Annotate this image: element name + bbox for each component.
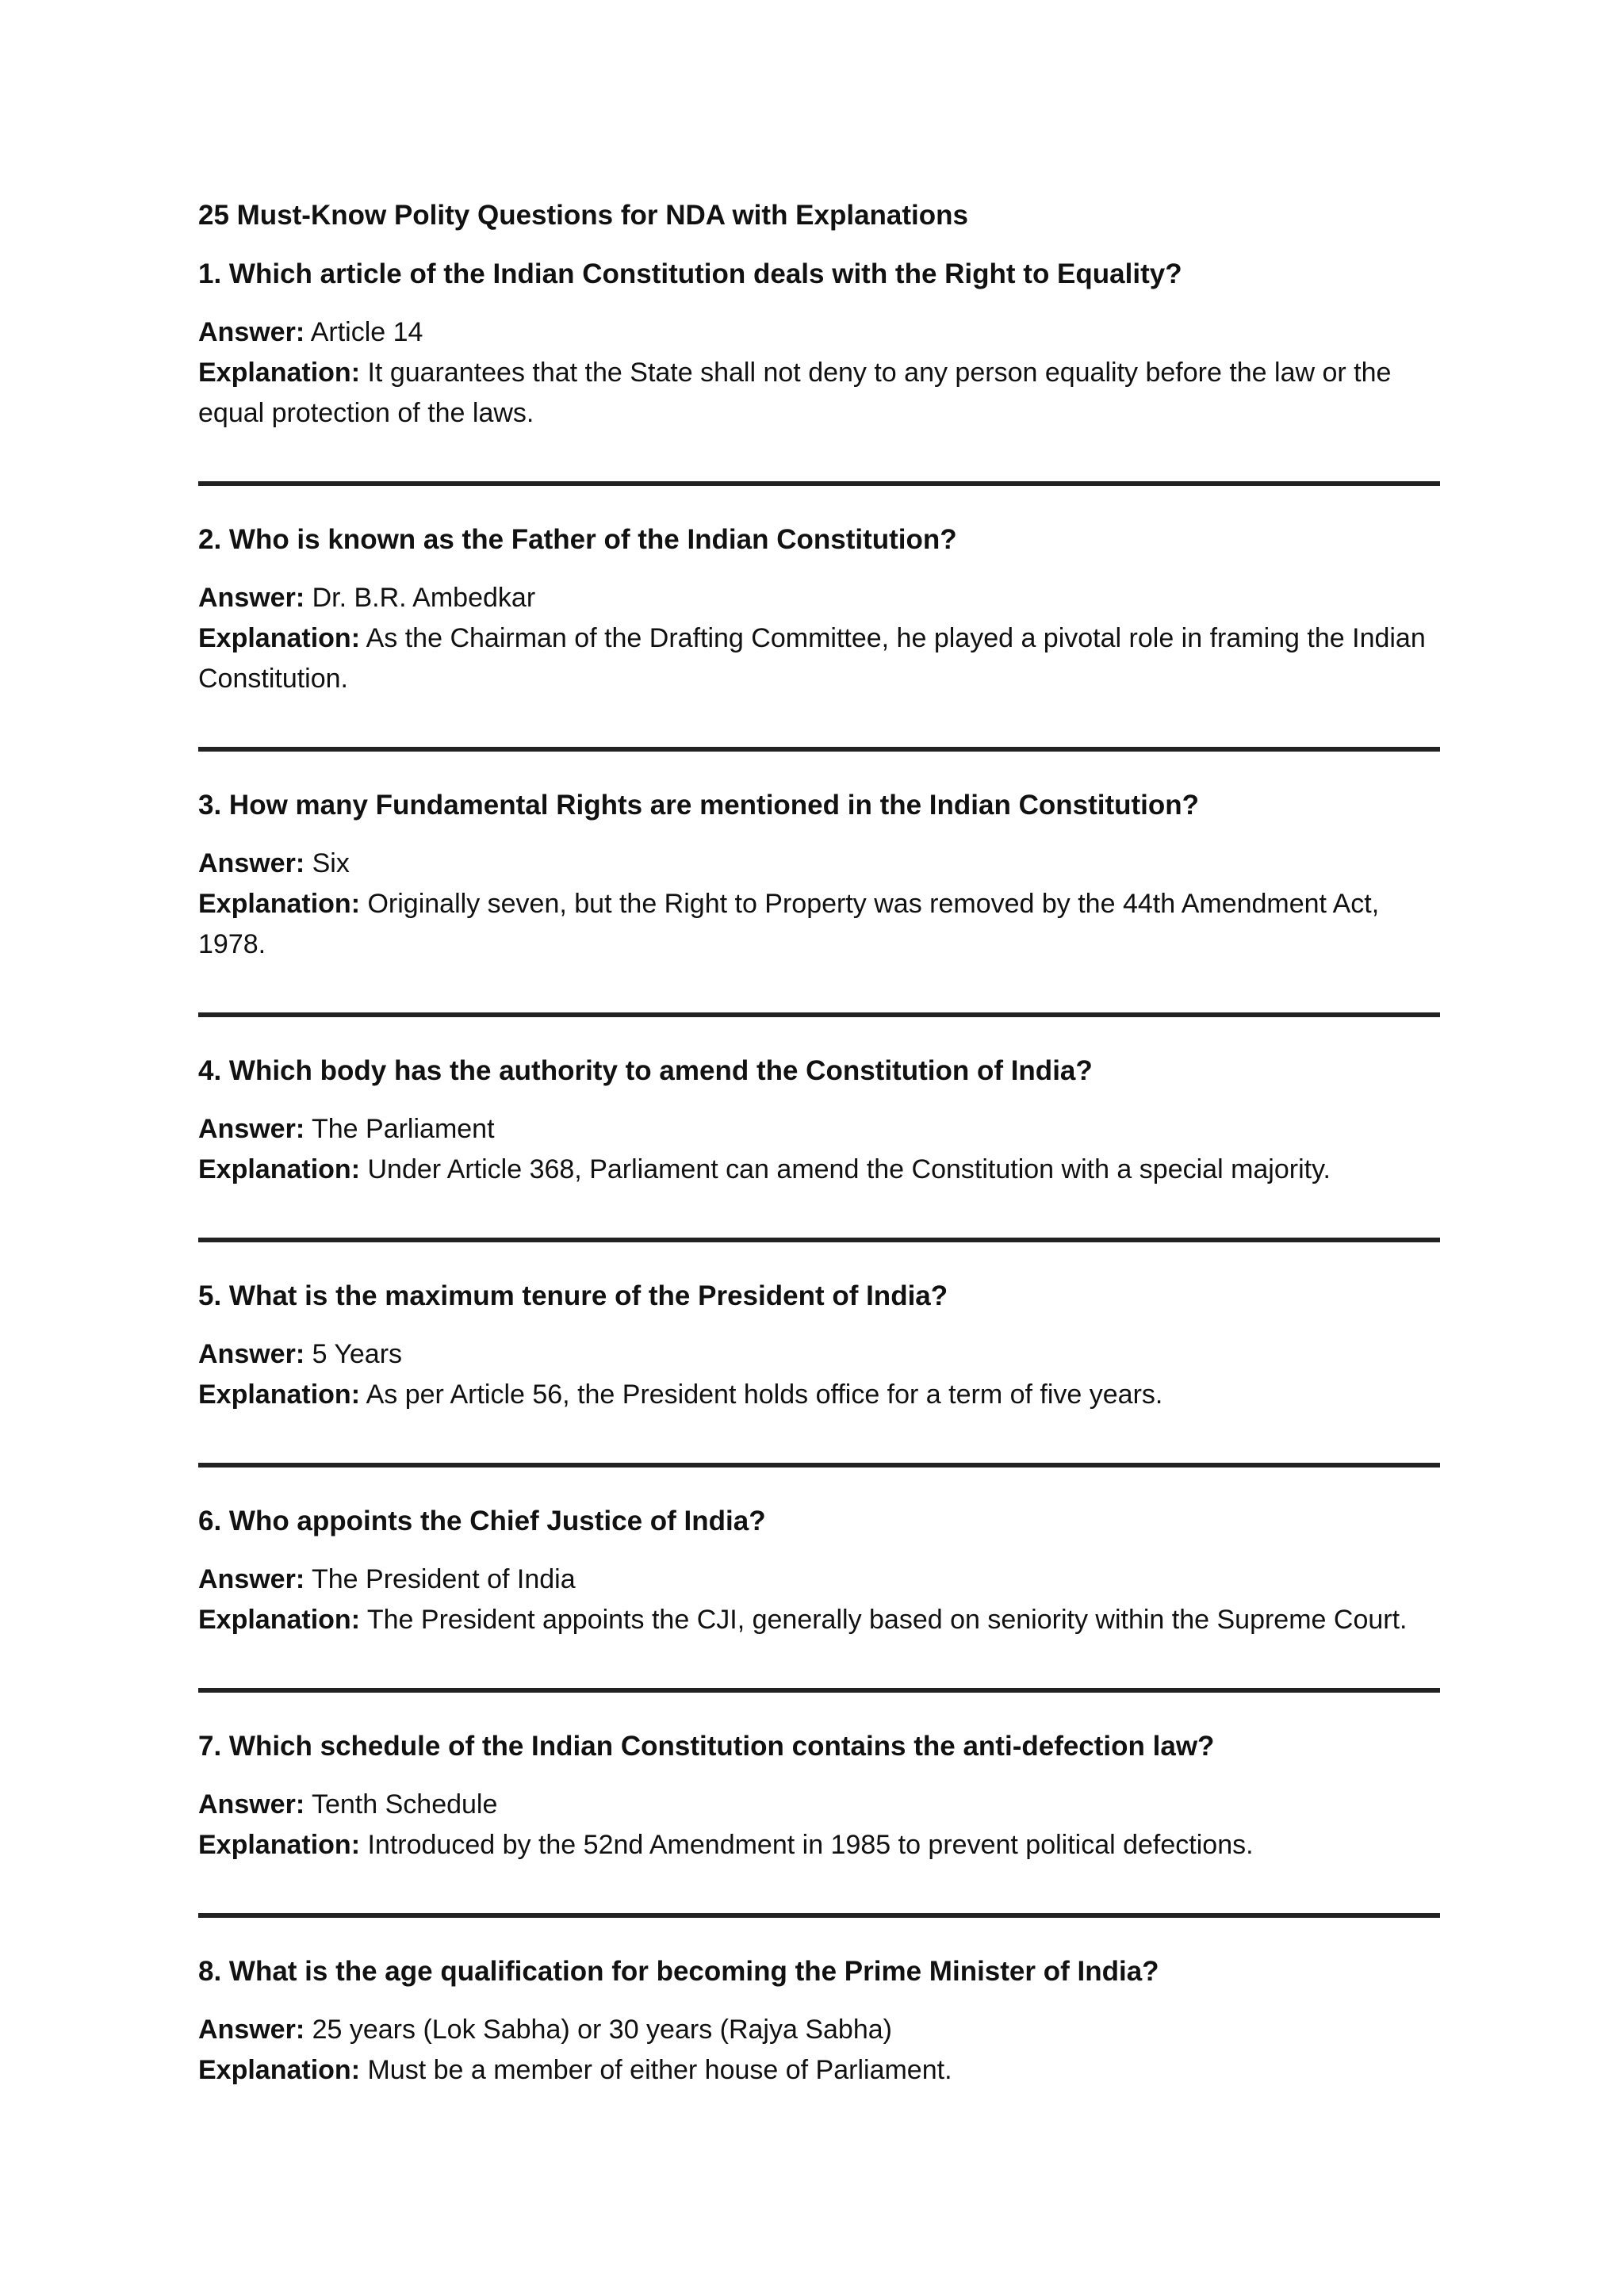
section-divider bbox=[198, 1463, 1440, 1468]
qa-item-2 bbox=[198, 521, 1440, 699]
document-title: 25 Must-Know Polity Questions for NDA with Explanations bbox=[198, 200, 968, 231]
answer-line bbox=[198, 1559, 1440, 1600]
answer-line bbox=[198, 1785, 1440, 1825]
section-divider bbox=[198, 747, 1440, 752]
question-heading: 7. Which schedule of the Indian Constitution contains the anti-defection law? bbox=[198, 1731, 1215, 1762]
answer-line bbox=[198, 1109, 1440, 1150]
answer-text: The Parliament bbox=[311, 1114, 495, 1144]
qa-item-6 bbox=[198, 1502, 1440, 1640]
answer-text: The President of India bbox=[311, 1564, 576, 1594]
answer-line bbox=[198, 844, 1440, 884]
answer-label: Answer: bbox=[198, 583, 305, 613]
explanation-text: Introduced by the 52nd Amendment in 1985 to prevent political defections. bbox=[367, 1830, 1254, 1860]
explanation-line bbox=[198, 353, 1440, 434]
explanation-text: Under Article 368, Parliament can amend the Constitution with a special majority. bbox=[367, 1154, 1331, 1184]
question-heading: 3. How many Fundamental Rights are mentioned in the Indian Constitution? bbox=[198, 790, 1199, 821]
answer-line bbox=[198, 2010, 1440, 2050]
explanation-line bbox=[198, 1375, 1440, 1415]
explanation-line bbox=[198, 1825, 1440, 1866]
explanation-line bbox=[198, 2050, 1440, 2091]
explanation-text: It guarantees that the State shall not deny to any person equality before the law or the equal protection of the laws. bbox=[198, 358, 1392, 428]
explanation-text: Must be a member of either house of Parliament. bbox=[367, 2055, 952, 2085]
explanation-label: Explanation: bbox=[198, 358, 361, 388]
explanation-label: Explanation: bbox=[198, 1830, 361, 1860]
section-divider bbox=[198, 1913, 1440, 1918]
question-heading: 4. Which body has the authority to amend the Constitution of India? bbox=[198, 1055, 1093, 1086]
answer-text: Article 14 bbox=[310, 317, 423, 347]
section-divider bbox=[198, 1238, 1440, 1242]
explanation-label: Explanation: bbox=[198, 1380, 361, 1410]
qa-item-4 bbox=[198, 1052, 1440, 1190]
explanation-line bbox=[198, 884, 1440, 965]
explanation-line bbox=[198, 1150, 1440, 1190]
explanation-text: Originally seven, but the Right to Property was removed by the 44th Amendment Act, 1978. bbox=[198, 889, 1380, 959]
explanation-text: As per Article 56, the President holds office for a term of five years. bbox=[366, 1380, 1163, 1410]
question-heading: 6. Who appoints the Chief Justice of India? bbox=[198, 1506, 766, 1536]
answer-text: Dr. B.R. Ambedkar bbox=[312, 583, 536, 613]
explanation-text: As the Chairman of the Drafting Committee, he played a pivotal role in framing the Indian Constitution. bbox=[198, 623, 1426, 694]
explanation-text: The President appoints the CJI, generally based on seniority within the Supreme Court. bbox=[366, 1605, 1408, 1635]
explanation-label: Explanation: bbox=[198, 889, 361, 919]
answer-label: Answer: bbox=[198, 1114, 305, 1144]
explanation-line bbox=[198, 618, 1440, 699]
explanation-line bbox=[198, 1600, 1440, 1640]
answer-text: Tenth Schedule bbox=[311, 1789, 498, 1820]
answer-text: 5 Years bbox=[312, 1339, 403, 1369]
explanation-label: Explanation: bbox=[198, 2055, 361, 2085]
section-divider bbox=[198, 1012, 1440, 1017]
qa-item-7 bbox=[198, 1728, 1440, 1866]
section-divider bbox=[198, 481, 1440, 486]
answer-text: Six bbox=[312, 848, 350, 878]
answer-label: Answer: bbox=[198, 317, 305, 347]
answer-label: Answer: bbox=[198, 1789, 305, 1820]
question-heading: 1. Which article of the Indian Constitution deals with the Right to Equality? bbox=[198, 258, 1182, 289]
answer-label: Answer: bbox=[198, 1339, 305, 1369]
answer-line bbox=[198, 578, 1440, 618]
question-heading: 2. Who is known as the Father of the Indian Constitution? bbox=[198, 524, 957, 555]
explanation-label: Explanation: bbox=[198, 1154, 361, 1184]
qa-item-1 bbox=[198, 255, 1440, 434]
answer-label: Answer: bbox=[198, 2015, 305, 2045]
question-heading: 8. What is the age qualification for becoming the Prime Minister of India? bbox=[198, 1956, 1159, 1987]
qa-item-8 bbox=[198, 1953, 1440, 2091]
question-heading: 5. What is the maximum tenure of the President of India? bbox=[198, 1280, 948, 1311]
answer-label: Answer: bbox=[198, 1564, 305, 1594]
answer-text: 25 years (Lok Sabha) or 30 years (Rajya Sabha) bbox=[312, 2015, 892, 2045]
answer-label: Answer: bbox=[198, 848, 305, 878]
explanation-label: Explanation: bbox=[198, 1605, 361, 1635]
answer-line bbox=[198, 312, 1440, 353]
explanation-label: Explanation: bbox=[198, 623, 361, 653]
qa-item-5 bbox=[198, 1277, 1440, 1415]
answer-line bbox=[198, 1334, 1440, 1375]
qa-item-3 bbox=[198, 786, 1440, 965]
section-divider bbox=[198, 1688, 1440, 1693]
